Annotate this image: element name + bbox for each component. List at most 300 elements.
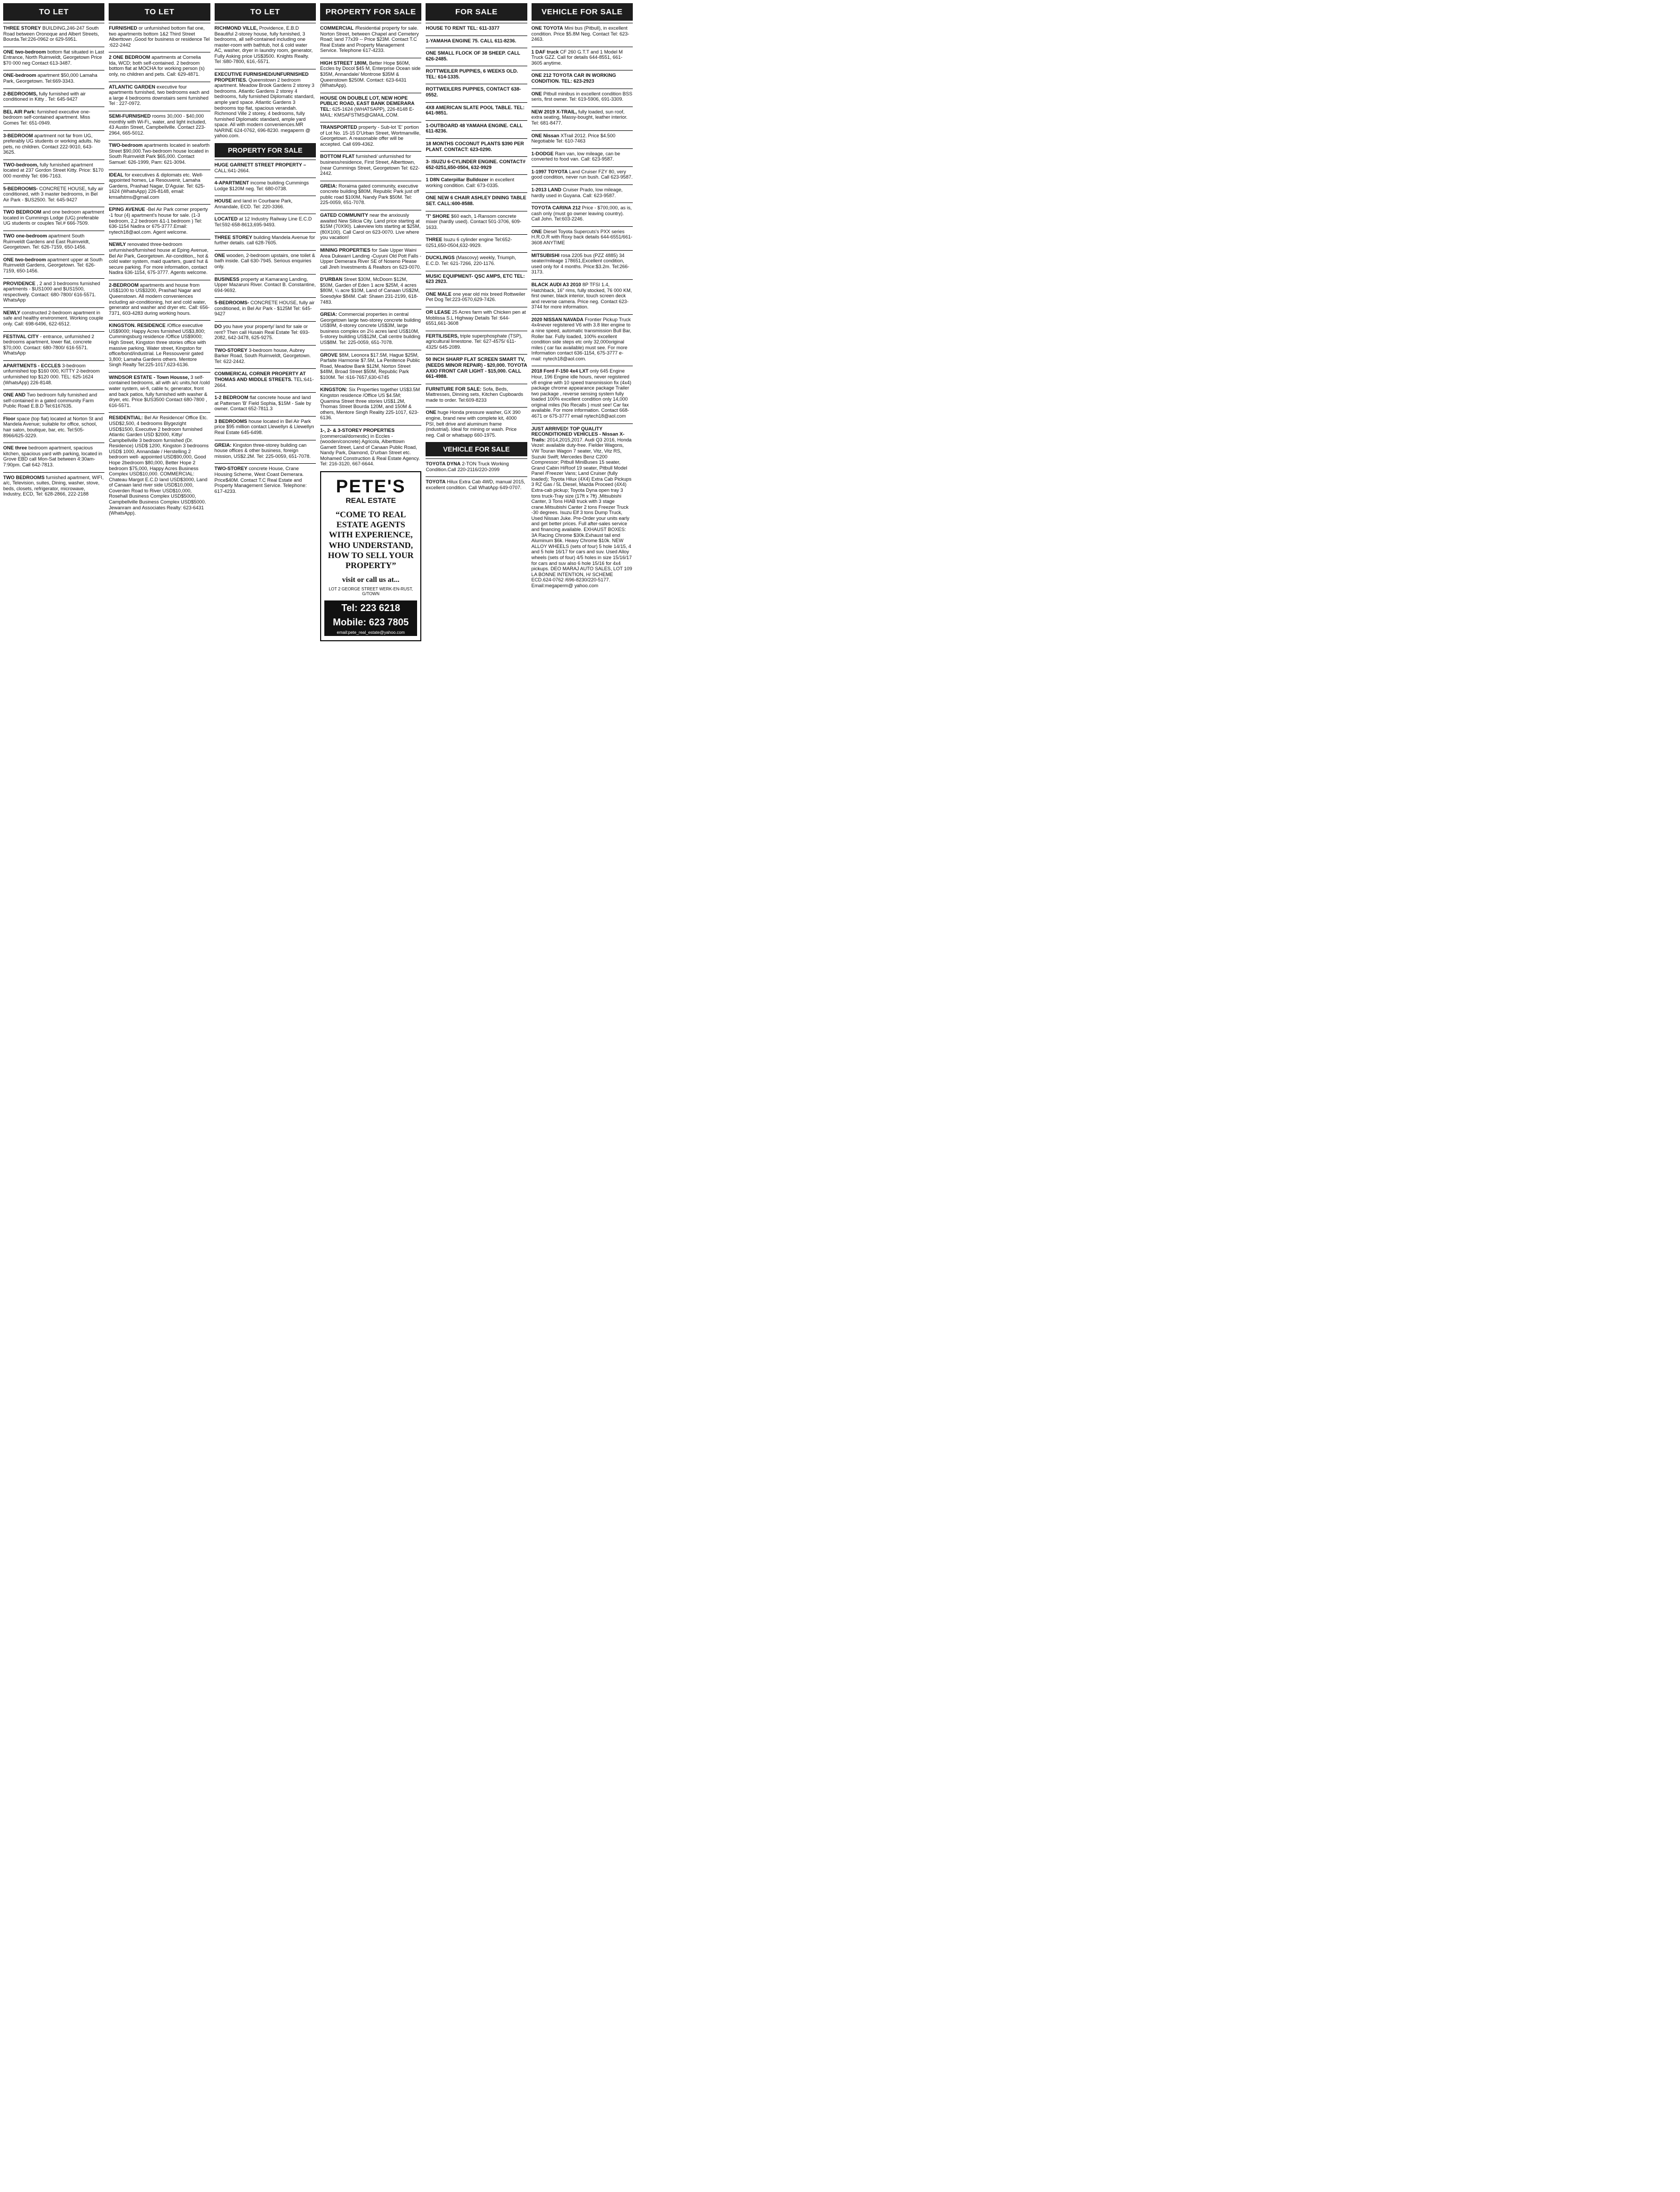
classified-ad (426, 307, 527, 329)
ad-lead: 3 BEDROOMS (214, 418, 247, 424)
ad-text: 3-bedroom unfurnished top $160 000, KITTY 2-bedroom unfurnished top $120 000. TEL: 625-1624 (WhatsApp) 226-8148. (3, 363, 100, 385)
classified-ad (426, 120, 527, 136)
ad-lead: HUGE GARNETT STREET PROPERTY – (214, 162, 306, 167)
classified-ad (426, 407, 527, 440)
ad-text: 3 self-contained bedrooms, all with a/c units,hot /cold water system, wi-fi, cable tv, generator, front and back patios, fully furnished with washer & dryer, etc. Price $US3500 Contact 680-7800 , 616-5571. (109, 374, 210, 408)
ad-lead: ONE (214, 252, 225, 258)
ad-lead: TOYOTA DYNA (426, 461, 461, 467)
ad-text: /Residential property for sale. Norton Street, between Chapel and Cemetery Road; land 77x39 -- Price $23M. Contact T.C Real Estate and Property Management Service. Telephone 617-4233. (320, 25, 419, 54)
classified-ad (532, 423, 633, 591)
ad-lead: TWO-bedroom, (3, 162, 39, 167)
ad-lead: ONE MALE (426, 291, 452, 297)
ad-lead: ONE Nissan (531, 132, 560, 138)
ad-lead: NEW 2019 X-TRAIL, (531, 109, 577, 114)
ad-lead: NEWLY (3, 310, 21, 315)
ad-text: TEL: 623-2923 (561, 78, 595, 84)
ad-lead: ONE SMALL FLOCK OF 38 SHEEP. (426, 50, 506, 56)
ad-text: Better Hope $60M, Eccles by Docol $45 M, Enterprise Ocean side $35M, Annandale/ Montrose $35M & Queenstown $250M. Contact: 623-6431 (WhatsApp). (320, 60, 421, 89)
ad-text: Providence, E.B.D Beautiful 2-storey house, fully furnished, 3 bedrooms, all self-contained including one master-room with bathtub, hot & cold water AC, washer, dryer in laundry room, generator, Fully Asking price US$3500. Knights Realty. Tel :680-7800, 616,-5571. (214, 25, 313, 65)
ad-lead: ONE two-bedroom (3, 257, 46, 262)
ad-lead: THREE STOREY (3, 25, 41, 31)
ad-text: Roraima gated community, executive concrete building $80M, Republic Park just off public road $100M, Nandy Park $50M. Tel: 225-0059, 651-7078. (320, 183, 419, 206)
ad-lead: GROVE (320, 352, 338, 358)
classified-ad (532, 250, 633, 277)
classified-ad (109, 412, 210, 518)
classified-ad (109, 52, 210, 79)
ad-text: near the anxiously awaited New Silicia City. Land price starting at $15M (70X90). Lakeview lots starting at $25M, (80X100). Call Carol on 623-0070. Live where you vacation! (320, 213, 421, 241)
column-for-sale (426, 3, 527, 827)
ad-lead: ONE (531, 228, 542, 234)
classified-ad (320, 425, 421, 469)
ad-text: CALL:641-2664. (214, 167, 250, 173)
ad-lead: FURNITURE FOR SALE: (426, 386, 482, 392)
ad-lead: HIGH STREET 180M, (320, 60, 368, 66)
ad-text: triple superphosphate (TSP), agricultural limestone. Tel: 627-4575/ 611-4325/ 645-2089. (426, 333, 523, 350)
classified-ad (109, 372, 210, 410)
ad-lead: ONE two-bedroom (3, 49, 46, 55)
classified-ad (109, 239, 210, 277)
ad-lead: RESIDENTIAL: (109, 415, 143, 421)
ad-text: house located in Bel Air Park price $95 million contact Llewellyn & Llewellyn Real Estate 645-6498. (214, 418, 314, 436)
classified-ad (215, 297, 316, 319)
classified-ad (426, 138, 527, 154)
ad-lead: 18 MONTHS COCONUT PLANTS $390 PER PLANT. (426, 140, 524, 152)
classified-ad (215, 274, 316, 296)
classified-ad (320, 151, 421, 178)
ad-lead: 2-BEDROOMS, (3, 91, 38, 96)
ad-text: $60 each, 1-Ransom concrete mixer (hardly used). Contact 501-3706, 609-1633. (426, 213, 521, 230)
ad-lead: 2018 Ford F-150 4x4 LXT (531, 368, 589, 374)
classified-ad (3, 278, 104, 305)
ad-text: 2014,2015,2017. Audi Q3 2016, Honda Vezel: available duty-free. Fielder Wagons, VW Touran Wagon 7 seater, Vitz, Vitz RS, Suzuki Swift; Mercedes Benz C200 Compressor; Pitbull MiniBuses 15 seater, Grand Cabin HiRoof 19 seater, Pitbull Model Panel /Freezer Vans; Land Cruiser (fully loaded); Toyota Hilux (4X4) Extra Cab Pickups 3 RZ Gas / 5L Diesel, Mazda Proceed (4X4) Extra-cab pickup; Toyota Dyna open tray 3 tons truck-Tray size (17ft x 7ft) ,Mitsubishi Canter, 3 Tons HIAB truck with 3 stage crane.Mitsubishi Canter 2 tons Freezer Truck -30 degrees. Isuzu Elf 3 tons Dump Truck, Used Nissan Juke. Pre-Order your units early and get better prices. Full after-sales service and financing available. EXHAUST BOXES: 3A Racing Chrome $30k.Exhaust tail end Aluminum $6k. Heavy Chrome $10k. NEW ALLOY WHEELS (sets of four) 5 hole 14/15, 4 and 5 hole 16/17 for cars and suv. Used Alloy wheels (sets of four) 4/5 holes in size 15/16/17 for cars and suv also 6 hole 15/16 for 4x4 pickups. DEO MARAJ AUTO SALES, LOT 109 LA BONNE INTENTION, H/ SCHEME ECD.624-0762 /696-8230/220-5177. Email:megaperm@ yahoo.com (531, 437, 632, 588)
telephone: Tel: 223 6218 (324, 600, 417, 616)
ad-text: TEL: 641-9851. (426, 104, 525, 116)
column-to-let-3 (215, 3, 316, 827)
column-to-let-1 (3, 3, 104, 827)
classified-ad (215, 368, 316, 390)
ad-text: income building Cummings Lodge $120M neg. Tel: 680-0738. (214, 180, 309, 191)
classified-ad (532, 366, 633, 421)
ad-lead: 3-BEDROOM (3, 132, 33, 138)
classified-ad (426, 102, 527, 118)
ad-lead: GATED COMMUNITY (320, 213, 368, 218)
call-to-action: visit or call us at... (342, 576, 400, 585)
address: LOT 2 GEORGE STREET WERK-EN-RUST, G/TOWN (329, 587, 413, 597)
classifieds-page (0, 0, 636, 830)
ad-text: property at Kamarang Landing, Upper Mazaruni River. Contact B. Constantine, 694-9692. (214, 276, 316, 293)
classified-ad (532, 314, 633, 364)
ad-lead: PROVIDENCE (3, 280, 36, 286)
column-vehicle-for-sale (532, 3, 633, 827)
ad-text: Mini bus (Pitbull), in excellent condition. Price $5.8M Neg. Contact Tel: 623-2463. (531, 25, 630, 42)
ad-text: 25 Acres farm with Chicken pen at Moblissa S.L Highway Details Tel :644-6551,661-3608 (426, 309, 526, 326)
ad-text: $8M, Leonora $17.5M, Hague $25M, Parfaite Harmonie $7.5M, La Penitence Public Road, Meadow Bank $12M, Norton Street $48M, Broad Street $50M, Republic Park $100M. Tel :616-7657,630-6745 (320, 352, 420, 380)
classified-ad (532, 23, 633, 45)
classified-ad (426, 271, 527, 287)
classified-ad (320, 181, 421, 208)
ad-text: bedroom apartment, spacious kitchen, spacious yard with parking, located in Grove EBD call Mon-Sat between 4:30am-7:90pm. Call 642-7813. (3, 445, 102, 467)
ad-text: 3-bedroom house, Aubrey Barker Road, South Ruimveldt, Georgetown. Tel: 622-2442. (214, 347, 311, 364)
ad-lead: GREIA: (320, 183, 338, 189)
section-header: FOR SALE (426, 3, 527, 21)
ad-lead: TOYOTA CARINA 212 (531, 205, 581, 211)
classified-ad (215, 214, 316, 229)
email: email:pete_real_estate@yahoo.com (324, 629, 417, 636)
classified-ad (532, 130, 633, 146)
ad-text: and land in Courbane Park, Annandale, ECD. Tel: 220-3366. (214, 198, 293, 209)
ad-text: and one bedroom apartment located in Cummings Lodge (UG) preferable UG students or couples Tel.# 666-7509. (3, 209, 104, 226)
ad-text: Pitbull minibus in excellent condition BSS seris, first owner. Tel: 619-5906, 691-3309. (531, 91, 633, 102)
classified-ad (426, 234, 527, 250)
ad-lead: 3- ISUZU 6-CYLINDER ENGINE. (426, 159, 498, 165)
ad-lead: MINING PROPERTIES (320, 247, 370, 253)
classified-ad (3, 23, 104, 45)
ad-text: TEL:641-2664. (214, 377, 314, 388)
ad-lead: 4X8 AMERICAN SLATE POOL TABLE. (426, 104, 512, 110)
ad-text: CALL 611-8236. (480, 38, 517, 43)
classified-ad (532, 89, 633, 104)
ad-text: at 12 Industry Railway Line E.C.D Tel:592-658-8613,695-9493. (214, 216, 312, 228)
classified-ad (426, 66, 527, 82)
ad-lead: TWO-bedroom (109, 143, 143, 148)
classified-ad (426, 48, 527, 64)
ad-lead: 1-YAMAHA ENGINE 75. (426, 38, 479, 43)
ad-text: (Mascovy) weekly, Triumph, E.C.D. Tel: 621-7266, 220-1176. (426, 255, 516, 267)
ad-text: Land Cruiser FZY 80, very good condition, never run bush. Call 623-9587. (531, 169, 633, 180)
classified-ad (3, 70, 104, 86)
ad-text: fully loaded, sun roof, extra seating, Massy-bought, leather interior. Tel: 681-8477. (531, 109, 627, 126)
ad-text: concrete House, Crane Housing Scheme, West Coast Demerara. Price$40M. Contact T.C Real Estate and Property Management Service. Telephone: 617-4233. (214, 466, 307, 494)
ad-lead: TRANSPORTED (320, 125, 357, 130)
ad-text: Two bedroom fully furnished and self-contained in a gated community Farm Public Road E.B.D Tel:6167635. (3, 392, 98, 409)
section-header: VEHICLE FOR SALE (532, 3, 633, 21)
section-header: PROPERTY FOR SALE (320, 3, 421, 21)
ad-lead: BUSINESS (214, 276, 240, 282)
ad-lead: OR LEASE (426, 309, 451, 315)
ad-lead: MITSUBISHI (531, 252, 560, 258)
classified-ad (320, 122, 421, 149)
classified-ad (320, 93, 421, 120)
ad-text: rooms 30,000 - $40,000 monthly with Wi-Fi,, water, and light included, 43 Austin Street, Campbellville. Contact 223-2964, 665-5012. (109, 113, 207, 136)
ad-text: CALL 611-8236. (426, 122, 523, 134)
ad-lead: 2020 NISSAN NAVADA (531, 316, 583, 322)
ad-lead: COMMERICAL CORNER PROPERTY AT THOMAS AND MIDDLE STREETS. (214, 371, 306, 383)
ad-lead: SEMI-FURNISHED (109, 113, 151, 119)
ad-text: wooden, 2-bedroom upstairs, one toilet & bath inside. Call 630-7945. Serious enquiries only. (214, 252, 315, 269)
classified-ad (3, 472, 104, 499)
ad-lead: DUCKLINGS (426, 255, 455, 261)
ad-lead: APARTMENTS - ECCLES (3, 363, 61, 368)
ad-lead: 1-1997 TOYOTA (531, 169, 568, 174)
classified-ad (426, 354, 527, 381)
classified-ad (109, 111, 210, 138)
ad-lead: ATLANTIC GARDEN (109, 84, 155, 90)
classified-ad (3, 390, 104, 411)
ad-text: building Mandela Avenue for further details. call 628-7605. (214, 234, 315, 246)
classified-ad (426, 331, 527, 352)
classified-ad (215, 345, 316, 367)
classified-ad (109, 23, 210, 50)
ad-text: space (top flat) located at Norton St and Mandela Avenue; suitable for office, school, hair salon, boutique, bar, etc. Tel:505-8966/625-3229. (3, 416, 103, 438)
petes-real-estate-ad (320, 471, 421, 641)
ad-lead: KINGSTON. RESIDENCE (109, 323, 166, 329)
ad-lead: MUSIC EQUIPMENT- QSC AMPS, ETC (426, 273, 513, 279)
section-header: TO LET (3, 3, 104, 21)
ad-lead: BOTTOM FLAT (320, 154, 355, 160)
classified-ad (215, 69, 316, 141)
ad-lead: BLACK AUDI A3 2010 (531, 281, 581, 287)
ad-lead: COMMERCIAL (320, 25, 354, 31)
ad-lead: NEWLY (109, 242, 126, 248)
ad-text: Cruiser Prado, low mileage, hardly used in Guyana. Call: 623-9587. (531, 187, 623, 198)
ad-lead: ONE NEW 6 CHAIR ASHLEY DINING TABLE SET. (426, 195, 527, 206)
ad-text: Six Properties together US$3.5M Kingston residence /Office US $4.5M; Quamina Street three stories US$1.2M, Thomas Street Bourda 120M, and 150M & others, Mentore Singh Reality 225-1017, 623-6136. (320, 387, 420, 421)
classified-ad (109, 280, 210, 318)
ad-lead: 5-BEDROOMS- (3, 185, 38, 191)
classified-ad (320, 384, 421, 422)
classified-ad (3, 443, 104, 470)
ad-text: (commercial/domestic) in Eccles - (wooden/concrete) Agricola, Alberttown Garnett Street, Land of Canaan Public Road, Nandy Park, Diamond, D'urban Street etc. Mohamed Construction & Real Estate Agency. Tel: 216-3120, 667-6644. (320, 433, 420, 467)
classified-ad (109, 320, 210, 370)
ad-lead: THREE (426, 237, 443, 243)
classified-ad (215, 440, 316, 462)
ad-text: 8P TFSI 1.4, Hatchback, 16" rims, fully stocked, 76 000 KM, first owner, black interior, touch screen deck and reverse camera. Price neg. Contact 623-3744 for more information. (531, 281, 632, 310)
ad-text: , 2 and 3 bedrooms furnished apartments - $US1000 and $US1500, respectively. Contact: 680-7800/ 616-5571. WhatsApp (3, 280, 100, 303)
ad-lead: FURNISHED (109, 25, 137, 31)
ad-lead: RICHMOND VILLE, (214, 25, 258, 31)
ad-lead: 2 ONE BEDROOM (109, 55, 151, 60)
classified-ad (215, 463, 316, 496)
ad-lead: 50 INCH SHARP FLAT SCREEN SMART TV, (NEEDS MINOR REPAIR) - (426, 357, 525, 368)
section-header: TO LET (215, 3, 316, 21)
ad-lead: KINGSTON: (320, 387, 348, 393)
classified-ad (3, 207, 104, 228)
ad-lead: TWO-STOREY (214, 466, 247, 472)
classified-ad (320, 309, 421, 347)
ad-lead: 'T' SHORE (426, 213, 450, 219)
ad-text: 2-TON Truck Working Condition.Call 220-2116/220-2099 (426, 461, 509, 472)
ad-text: Commercial properties in central Georgetown large two-storey concrete building US$9M, 4-storey concrete US$3M, large business complex on 2½ acres land US$10M, 5-storey building US$12M, Call centre building US$8M. Tel: 225-0059, 651-7078. (320, 312, 421, 346)
ad-text: for Sale Upper Waini Area Dukwarri Landing -Cuyuni Old Pott Falls - Upper Demerara River SE of Noseno Please call Jireh Investments & Realtors on 623-0070. (320, 247, 421, 270)
ad-lead: EPING AVENUE (109, 207, 145, 213)
ad-text: renovated three-bedroom unfurnished/furnished house at Eping Avenue, Bel Air Park, Georgetown. Air-condition,, hot & cold water system, maid quarters, guard hut & secure parking. For more information, contact Nadira 636-1154, 675-3777. Agents welcome. (109, 242, 209, 276)
ad-lead: ONE TOYOTA (531, 25, 563, 31)
classified-ad (215, 178, 316, 193)
ad-lead: 1-2 BEDROOM (214, 395, 249, 401)
ad-text: 625-1624 (WHATSAPP), 226-8148 E-MAIL: KMSAFSTMS@GMAIL.COM. (320, 106, 414, 118)
ad-text: apartments located in seaforth Street $90,000.Two-bedroom house located in South Ruimveldt Park $65,000. Contact Samuel: 626-1999, Pam: 621-3094. (109, 143, 210, 165)
ad-lead: FERTILISERS, (426, 333, 459, 339)
classified-ad (3, 183, 104, 205)
classified-ad (109, 82, 210, 109)
ad-lead: ONE 212 TOYOTA CAR IN WORKING CONDITION. (531, 73, 616, 84)
classified-ad (532, 148, 633, 164)
classified-ad (215, 392, 316, 414)
ad-text: only 645 Engine Hour, 196 Engine idle hours, never registered v8 engine with 10 speed transmission fix (4x4) package chrome appearance package Trailer two package , reverse sensing system fully loaded 100% excellent condition only 14,000 original miles (No Recalls ) must see! Car fax available. For more information. Contact 668-4671 or 675-3777 email nytech18@aol.com (531, 368, 632, 419)
ad-lead: ONE (426, 410, 437, 416)
column-property-for-sale (320, 3, 421, 827)
ad-lead: 1-, 2- & 3-STOREY PROPERTIES (320, 427, 395, 433)
ad-lead: ONE AND (3, 392, 26, 398)
ad-text: or unfurnished bottom flat one, two apartments bottom 1&2 Third Street Alberttown ,Good for business or residence Tel :622-2442 (109, 25, 210, 48)
ad-text: - entrance, unfurnished 2 bedrooms apartment, lower flat, concrete $70,000. Contact: 680-7800/ 616-5571. WhatsApp (3, 333, 94, 356)
ad-text: 6 WEEKS OLD. TEL: 614-1335. (426, 68, 518, 79)
classified-ad (426, 36, 527, 46)
classified-ad (426, 192, 527, 208)
ad-text: apartments at Cornelia Ida, WCD; both self-contained. 2 bedroom bottom flat at MOCHA for working person (s) only, no children and pets. Call: 629-4871. (109, 55, 205, 77)
classified-ad (215, 321, 316, 343)
classified-ad (215, 416, 316, 438)
ad-text: Street $30M, McDoom $12M, $50M, Garden of Eden 1 acre $25M, 4 acres $80M, ¼ acre $10M, Land of Canaan US$2M, Soesdyke $84M. Call: Shawn 231-2199, 618-7483. (320, 277, 420, 305)
ad-text: fully furnished apartment located at 237 Gordon Street Kitty. Price: $170 000 monthly Tel: 696-7163. (3, 162, 104, 179)
classified-ad (3, 160, 104, 181)
ad-text: XTrail 2012. Price $4.500 Negotiable Tel: 610-7463 (531, 132, 616, 144)
ad-text: 611-3377 (479, 25, 500, 31)
ad-lead: GREIA: (320, 312, 338, 317)
ad-text: in excellent working condition. Call: 673-0335. (426, 177, 515, 188)
classified-ad (3, 331, 104, 358)
ad-lead: LOCATED (214, 216, 238, 222)
ad-lead: DO (214, 323, 222, 329)
classified-ad (109, 204, 210, 237)
ad-text: TEL: 623 2923. (426, 273, 525, 285)
ad-text: rosa 2205 bus (PZZ 4885) 34 seater/mileage 178651,Excellent condition, used only for 4 months. Price:$3.2m. Tel:266-3173. (531, 252, 630, 275)
classified-ad (320, 350, 421, 383)
ad-lead: 1-DODGE (531, 151, 554, 156)
ad-text: BUILDING,246-247 South Road between Oronoque and Albert Streets, Bourda.Tel:226-0962 or 629-5951. (3, 25, 99, 42)
ad-text: apartment upper at South Ruimveldt Gardens, Georgetown. Tel: 626-7159, 650-1456. (3, 257, 103, 273)
ad-text: CONTACT# 652-0251,650-0504, 632-9929 (426, 159, 526, 170)
ad-text: apartment South Ruimveldt Gardens and East Ruimveldt, Georgetown. Tel: 626-7159, 650-1456. (3, 233, 90, 250)
classified-ad (215, 160, 316, 175)
ad-text: furnished apartment, WIFI, a/c, Television, suites, Dining, washer, stove, beds, closets, refrigerator, microwave, Industry, ECD, Tel: 628-2866, 222-2188 (3, 474, 104, 497)
ad-text: CONCRETE HOUSE, fully air conditioned, with 3 master bedrooms, in Bel Air Park - $US2500. Tel: 645-9427 (3, 185, 103, 202)
ad-text: Hilux Extra Cab 4WD, manual 2015, excellent condition. Call WhatApp 649-0707. (426, 479, 525, 491)
ad-lead: 2-BEDROOM (109, 282, 139, 288)
classified-ad (3, 47, 104, 68)
classified-ad (426, 23, 527, 33)
classified-ad (3, 360, 104, 387)
classified-ad (426, 252, 527, 268)
ad-text: for executives & diplomats etc. Well-appointed homes, Le Resouvenir, Lamaha Gardens, Prashad Nagar, D'Aguiar. Tel: 625-1624 (WhatsApp) 226-8148, email: kmsafstms@gmail.com (109, 172, 205, 200)
classified-ad (532, 70, 633, 86)
ad-text: CALL 626-2485. (426, 50, 520, 61)
classified-ad (109, 140, 210, 167)
ad-quote: “COME TO REAL ESTATE AGENTS WITH EXPERIENCE, WHO UNDERSTAND, HOW TO SELL YOUR PROPERTY” (328, 510, 414, 570)
ad-text: CONTACT: 623-0290. (444, 146, 492, 152)
ad-text: Price - $700,000, as is, cash only (must go owner leaving country). Call John. Tel:603-2246. (531, 205, 632, 222)
ad-lead: Floor (3, 416, 15, 421)
classified-ad (320, 210, 421, 243)
classified-ad (532, 47, 633, 68)
ad-text: Kingston three-storey building can house offices & other business, foreign mission, US$2.2M. Tel: 225-0059, 651-7078. (214, 442, 311, 459)
section-subheader: VEHICLE FOR SALE (426, 442, 527, 456)
brand-name: PETE'S (335, 476, 406, 497)
ad-text: flat concrete house and land at Pattersen 'B' Field Sophia, $15M - Sale by owner. Contact 652-7811.3 (214, 395, 311, 412)
classified-ad (320, 274, 421, 307)
ad-text: bottom flat situated in Last Entrance, North Ruimveldt, Georgetown Price $70 000 neg Contact 613-3487. (3, 49, 104, 66)
classified-ad (320, 245, 421, 272)
classified-ad (215, 23, 316, 67)
ad-lead: ONE (531, 91, 542, 96)
ad-lead: 1-OUTBOARD 48 YAMAHA ENGINE. (426, 122, 509, 128)
ad-text: apartment not far from UG, preferably UG students or working adults. No pets, no children. Contact 222-9010, 643-3625. (3, 132, 101, 155)
ad-lead: TWO BEDROOMS (3, 474, 45, 480)
ad-lead: TWO one-bedroom (3, 233, 47, 239)
ad-text: one year old mix breed Rottweiler Pet Dog Tel:223-0570,629-7426. (426, 291, 526, 303)
classified-ad (215, 232, 316, 248)
section-header: TO LET (109, 3, 210, 21)
ad-text: Sofa, Beds, Mattresses, Dinning sets, Kitchen Cupboards made to order. Tel:609-8233 (426, 386, 524, 403)
classified-ad (532, 166, 633, 182)
ad-text: Queenstown 2 bedroom apartment. Meadow Brook Gardens 2 storey 3 bedrooms. Atlantic Gardens 2 storey 4 bedrooms, fully furnished Diplomatic standard, ample yard space. Atlantic Gardens 3 bedrooms top flat, spacious verandah. Richmond Ville 2 storey, 4 bedrooms, fully furnished Diplomatic standard, ample yard space. All with modern conveniences.MR NARINE 624-0762, 696-8230. megaperm @ yahoo.com. (214, 77, 315, 139)
ad-lead: ONE-bedroom (3, 73, 37, 78)
ad-lead: GREIA: (214, 442, 232, 448)
ad-text: Diesel Toyota Supercuts's PXX series H.R.O.R with Roxy back details 644-6551/661-3608 ANYTIME (531, 228, 633, 246)
ad-text: executive four apartments furnished, two bedrooms each and a large 4 bedrooms downstairs semi furnished Tel : 227-0972. (109, 84, 209, 107)
classified-ad (426, 211, 527, 233)
classified-ad (426, 458, 527, 474)
section-subheader: PROPERTY FOR SALE (215, 143, 316, 157)
classified-ad (3, 130, 104, 157)
ad-lead: 1 DAF truck (531, 49, 559, 55)
ad-text: apartment $50,000 Lamaha Park, Georgetown. Tel:669-3343. (3, 73, 98, 84)
ad-lead: 1 D8N Caterpillar Bulldozer (426, 177, 489, 183)
ad-text: furnished/ unfurnished for business/residence, First Street, Alberttown, (near Cummings Street, Georgetown Tel: 622-2442. (320, 154, 420, 176)
ad-lead: TOYOTA (426, 479, 446, 485)
ad-lead: 4-APARTMENT (214, 180, 249, 186)
column-to-let-2 (109, 3, 210, 827)
ad-text: property - Sub-lot 'E' portion of Lot No. 15-15 D'Urban Street, Wortmanville, Georgetown. A reasonable offer will be accepted. Call 699-4362. (320, 125, 421, 147)
ad-text: fully furnished with air conditioned in Kitty . Tel: 645-9427 (3, 91, 86, 102)
classified-ad (3, 107, 104, 128)
ad-lead: ROTTWEILER PUPPIES, (426, 68, 482, 74)
ad-text: Frontier Pickup Truck 4x4never registered V6 with 3.8 liter engine to a nine speed, automatic transmission Bull Bar, Roller bar. Fully loaded, 100% excellent condition side steps etc only 32,000original miles ( car fax available) must see. For more Information contact 636-1154, 675-3777 e-mail: nytech18@aol.com. (531, 316, 632, 361)
ad-text: huge Honda pressure washer, GX 390 engine, brand new with complete kit, 4000 PSI, belt drive and aluminum frame (industrial). Ideal for mining or wash. Price neg. Call or whatsapp 660-1975. (426, 410, 521, 438)
classified-ad (426, 156, 527, 172)
ad-text: apartments and house from US$1100 to US$3200, Prashad Nagar and Queenstown. All modern conveniences including air-conditioning, hot and cold water, generator and washer and dryer etc. Call: 656-7371, 603-4283 during working hours. (109, 282, 210, 316)
ad-text: /Office executive US$9000; Happy Acres furnished US$3,800; Cummingsburg residence /Office US$9000; High Street, Kingston three stories office with massive parking. Water street, Kingston for office/bond/industrial. Le Ressouvenir gated 3,800; Lamaha Gardens others. Mentore Singh Realty Tel:225-1017,623-6136. (109, 323, 206, 368)
classified-ad (426, 174, 527, 190)
classified-ad (320, 23, 421, 56)
ad-lead: D'URBAN (320, 277, 342, 282)
ad-lead: IDEAL (109, 172, 123, 178)
classified-ad (215, 250, 316, 272)
ad-lead: 5-BEDROOMS- (214, 300, 249, 306)
ad-lead: THREE STOREY (214, 234, 252, 240)
classified-ad (3, 307, 104, 329)
classified-ad (532, 107, 633, 128)
ad-lead: HOUSE (214, 198, 232, 204)
ad-text: Ram van, low mileage, can be converted to food van. Call: 623-9587. (531, 151, 621, 162)
ad-lead: TWO BEDROOM (3, 209, 41, 215)
ad-lead: TWO-STOREY (214, 347, 247, 353)
ad-lead: ONE three (3, 445, 27, 451)
classified-ad (215, 196, 316, 211)
mobile: Mobile: 623 7805 (324, 616, 417, 629)
ad-text: furnished executive one-bedroom self-contained apartment. Miss Gomes Tel: 651-0949. (3, 109, 91, 126)
classified-ad (320, 58, 421, 91)
ad-text: $20,000. TOYOTA AXIO FRONT CAR LIGHT - $15,000. CALL 661-4988. (426, 362, 527, 379)
brand-subtitle: REAL ESTATE (346, 496, 396, 505)
classified-ad (532, 279, 633, 312)
ad-text: CONCRETE HOUSE, fully air conditioned, in Bel Air Park - $125M Tel: 645-9427 (214, 300, 315, 317)
classified-ad (426, 289, 527, 305)
classified-ad (109, 170, 210, 202)
ad-lead: EXECUTIVE FURNISHED/UNFURNISHED PROPERTIES. (214, 72, 309, 83)
ad-lead: ROTTWEILERS PUPPIES, (426, 86, 485, 92)
classified-ad (426, 476, 527, 492)
